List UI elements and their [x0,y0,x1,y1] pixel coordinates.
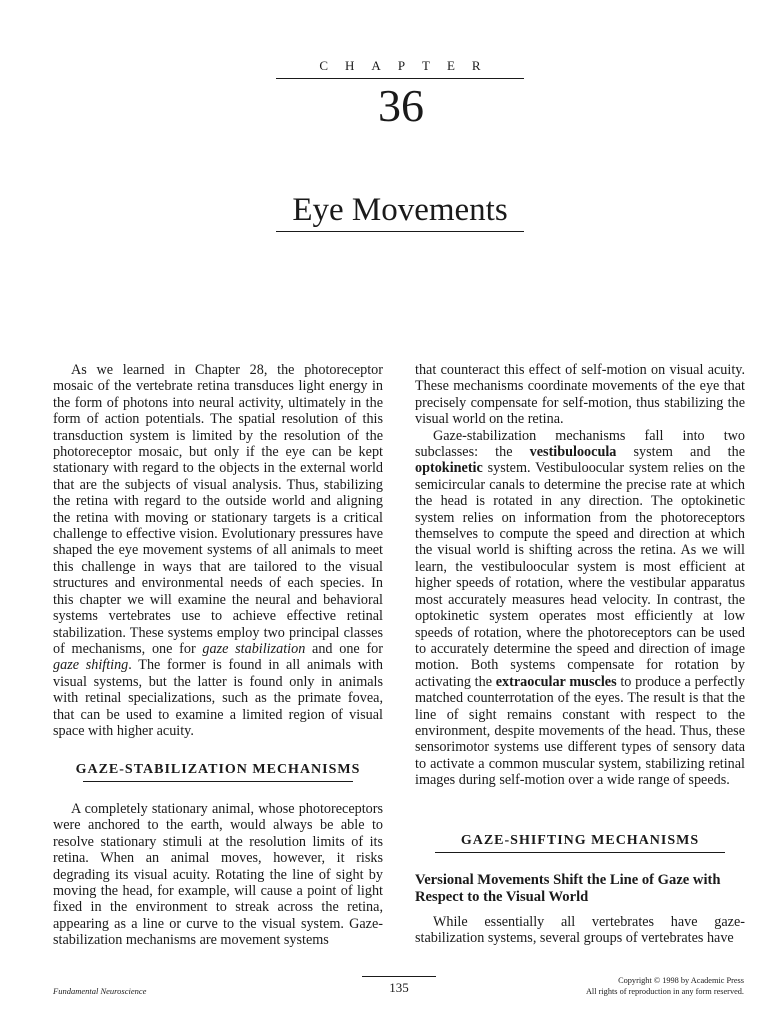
para2-text-1: Gaze-stabilization mechanisms fall into two subclasses: the [415,427,745,461]
copyright-line: Copyright © 1998 by Academic Press [618,976,744,985]
section-paragraph: A completely stationary animal, whose photoreceptors were anchored to the earth, would always be able to resolve stationary stimuli at the resolution limits of its retina. When an animal moves, however, it risks degrading its visual acuity. Rotating the line of sight by moving the head, for example, will cause a point of light fixed in the environment to streak across the retina, appearing as a line or curve to the visual system. Gaze-stabilization mechanisms are movement systems [53,801,383,949]
continuation-paragraph: that counteract this effect of self-motion on visual acuity. These mechanisms coordinate movements of the eye that precisely compensate for self-motion, thus stabilizing the visual world on the retina. [415,362,745,428]
page-number: 135 [389,980,409,995]
para2-text-3: system. Vestibuloocular system relies on the semicircular canals to determine the precise rate at which the head is rotated in any direction. The optokinetic system relies on information from the photoreceptors themselves to compute the speed and direction at which the visual world is shifting across the retina. As we will learn, the vestibuloocular system is most efficient at higher speeds of rotation, where the vestibular apparatus most accurately measures head velocity. In contrast, the optokinetic system operates most efficiently at low speeds of rotation, where the photoreceptors can be used to accurately determine the speed and direction of image motion. Both systems compensate for rotation by activating the [415,460,745,690]
term-optokinetic: optokinetic [415,460,483,477]
chapter-label: CHAPTER [319,58,498,73]
section-heading-text: GAZE-SHIFTING MECHANISMS [460,833,700,848]
right-column-subsection [415,914,745,947]
intro-paragraph [53,362,383,739]
footer-rule [362,976,436,977]
section-heading-underline [435,852,725,853]
section-heading-gaze-stabilization [53,762,383,782]
term-vestibuloocula: vestibuloocula [529,444,617,461]
book-title: Fundamental Neuroscience [53,986,147,996]
subclasses-paragraph [415,428,745,789]
header-rule [276,78,524,79]
section-heading-underline [83,781,353,782]
para2-text-4: to produce a perfectly matched counterrotation of the eyes. The result is that the line of sight remains constant with respect to the environment, despite movements of the head. Thus, these sensorimotor systems use different types of sensory data to activate a common muscular system, stabilizing retinal images during self-motion over a wide range of speeds. [415,673,745,789]
section-heading-text: GAZE-STABILIZATION MECHANISMS [75,762,361,777]
subsection-paragraph: While essentially all vertebrates have gaze-stabilization systems, several groups of vertebrates have [415,914,745,947]
section-heading-gaze-shifting [415,833,745,853]
title-rule [276,231,524,232]
rights-line: All rights of reproduction in any form reserved. [585,986,744,996]
subheading-versional-movements: Versional Movements Shift the Line of Gaze with Respect to the Visual World [415,872,721,905]
copyright-notice [484,976,744,997]
para2-text-2: system and the [616,444,745,461]
intro-text-2: and one for [305,640,383,657]
chapter-title: Eye Movements [292,192,508,228]
intro-text-3: . The former is found in all animals with visual systems, but the latter is found only in animals with retinal specializations, such as the primate fovea, that can be used to examine a limited region of visual space with higher acuity. [53,657,383,739]
term-extraocular-muscles: extraocular muscles [495,673,617,690]
chapter-number: 36 [378,80,424,131]
left-column [53,362,383,739]
right-column [415,362,745,789]
left-column-section [53,801,383,949]
term-gaze-shifting: gaze shifting [53,657,129,674]
term-gaze-stabilization: gaze stabilization [202,640,306,657]
intro-text-1: As we learned in Chapter 28, the photoreceptor mosaic of the vertebrate retina transduces light energy in the form of photons into neural activity, ultimately in the form of action potentials. The spatial resolution of this transduction system is limited by the resolution of the photoreceptor mosaic, but only if the eye can be kept stationary with regard to the objects in the external world that are the subjects of visual analysis. Thus, stabilizing the retina with regard to the outside world and aligning the retina with moving or stationary targets is a critical challenge to effective vision. Evolutionary pressures have shaped the eye movement systems of all animals to meet this challenge in ways that are tailored to the visual structures and environmental needs of each species. In this chapter we will examine the neural and behavioral systems vertebrates use to achieve effective retinal stabilization. These systems employ two principal classes of mechanisms, one for [53,362,383,657]
